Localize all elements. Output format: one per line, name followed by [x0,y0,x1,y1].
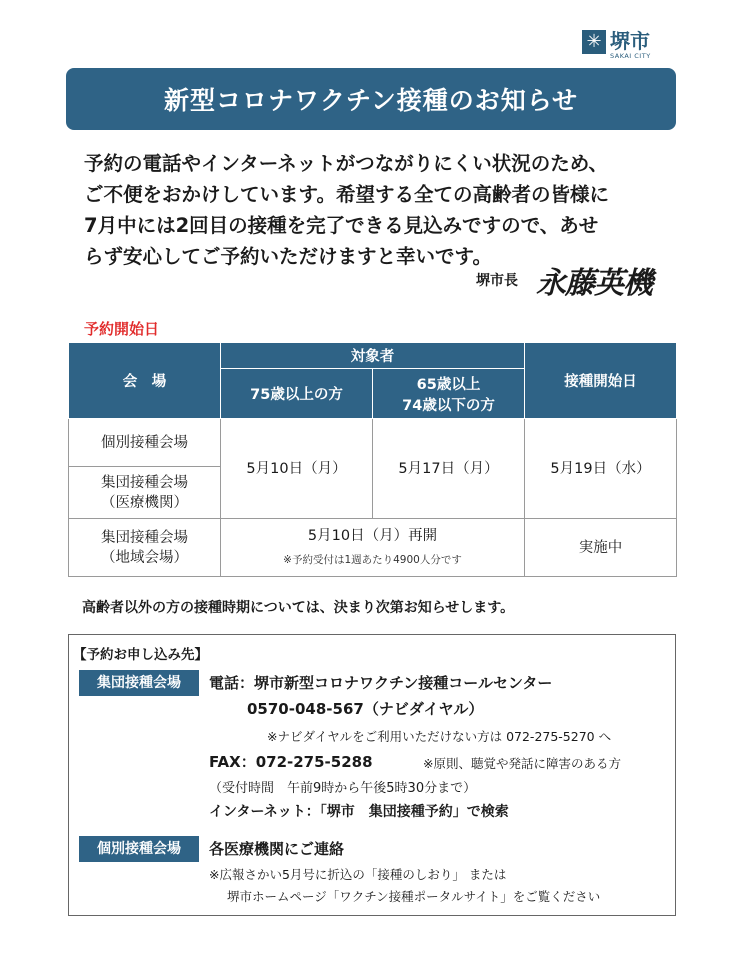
signature-role: 堺市長 [476,273,518,289]
individual-note-2: 堺市ホームページ「ワクチン接種ポータルサイト」をご覧ください [227,889,601,904]
message-line: ご不便をおかけしています。希望する全ての高齢者の皆様に [84,183,609,206]
fax-number: FAX：072-275-5288 [209,753,373,771]
venue-group-medical-line1: 集団接種会場 [101,474,188,491]
individual-contact: 各医療機関にご連絡 [209,840,345,858]
handwritten-signature: 永藤英機 [536,266,652,301]
schedule-table [68,342,677,577]
venue-group-community [69,519,221,577]
date-community [221,519,525,577]
date-community-value: 5月10日（月）再開 [307,527,438,544]
date-age-75: 5月10日（月） [221,419,373,519]
header-age-75: 75歳以上の方 [221,369,373,419]
contact-title: 【予約お申し込み先】 [73,647,208,663]
group-venue-tag: 集団接種会場 [79,670,199,696]
message-line: 予約の電話やインターネットがつながりにくい状況のため、 [84,152,608,175]
phone-alt: ※ナビダイヤルをご利用いただけない方は 072-275-5270 へ [267,729,612,744]
fax-note: ※原則、聴覚や発話に障害のある方 [423,756,621,771]
individual-venue-tag: 個別接種会場 [79,836,199,862]
header-venue: 会 場 [69,343,221,419]
individual-note-1: ※広報さかい5月号に折込の「接種のしおり」 または [209,867,507,882]
header-start-date: 接種開始日 [525,343,677,419]
city-emblem-icon: ✳ [582,30,606,54]
message-line: 7月中には2回目の接種を完了できる見込みですので、あせ [84,214,599,237]
venue-group-community-line2: （地域会場） [101,549,188,566]
header-age-65-line2: 74歳以下の方 [402,397,495,414]
page-title: 新型コロナワクチン接種のお知らせ [163,86,578,115]
logo-name: 堺市 [610,29,650,53]
sakai-city-logo [582,30,668,60]
venue-group-medical [69,467,221,519]
contact-box [68,634,676,916]
signature [476,258,652,302]
message-line: らず安心してご予約いただけますと幸いです。 [84,245,492,268]
phone-number: 0570-048-567（ナビダイヤル） [247,700,484,718]
date-age-65: 5月17日（月） [373,419,525,519]
reservation-limit-note: ※予約受付は1週あたり4900人分です [283,553,462,566]
section-label: 予約開始日 [84,320,160,338]
internet-search: インターネット：「堺市 集団接種予約」で検索 [209,804,509,820]
start-date-medical: 5月19日（水） [525,419,677,519]
venue-group-community-line1: 集団接種会場 [101,529,188,546]
phone-label: 電話：堺市新型コロナワクチン接種コールセンター [209,674,553,692]
header-target: 対象者 [221,343,525,369]
venue-individual: 個別接種会場 [69,419,221,467]
logo-en: SAKAI CITY [610,52,651,60]
start-date-community: 実施中 [525,519,677,577]
venue-group-medical-line2: （医療機関） [101,494,188,511]
other-age-note: 高齢者以外の方の接種時期については、決まり次第お知らせします。 [82,600,515,616]
header-age-65-74 [373,369,525,419]
header-age-65-line1: 65歳以上 [416,376,481,393]
title-bar [66,68,676,130]
mayor-message [84,148,674,272]
reception-hours: （受付時間 午前9時から午後5時30分まで） [209,781,477,796]
